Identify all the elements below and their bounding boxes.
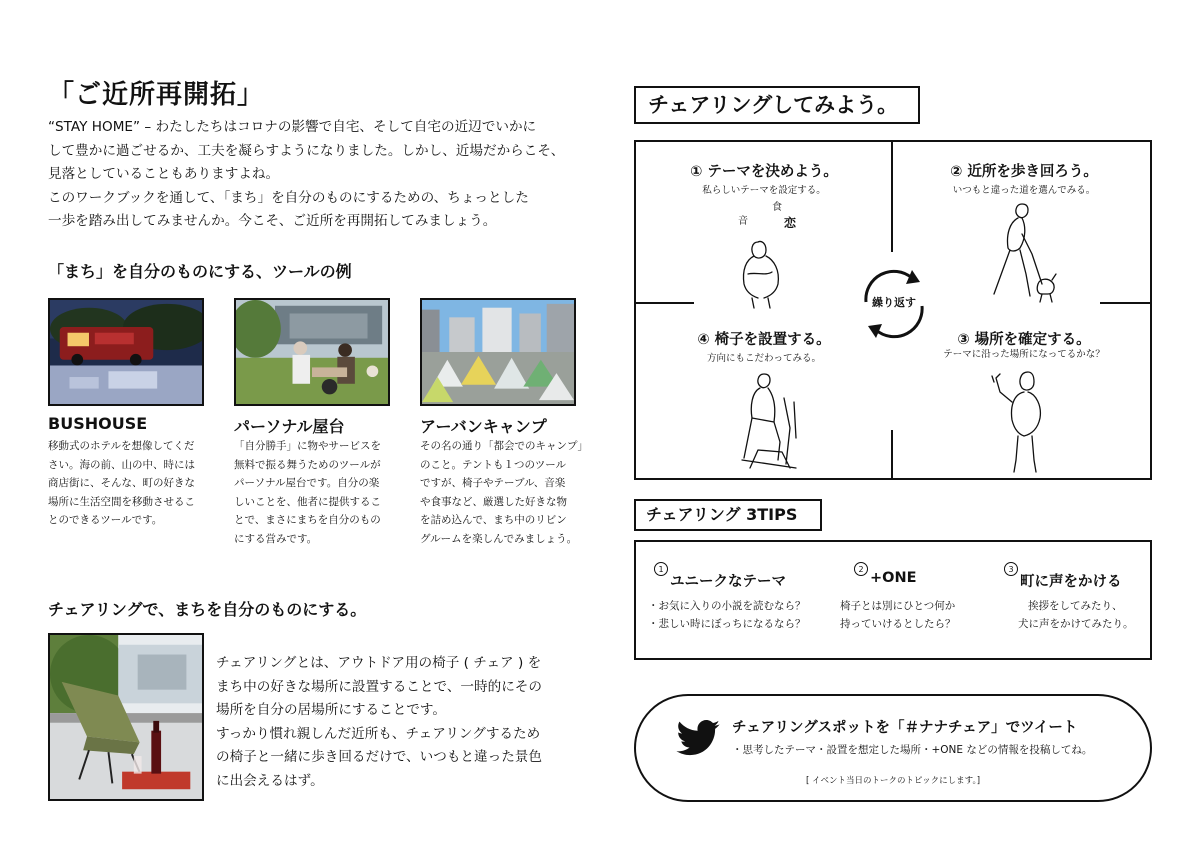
chairing-heading: チェアリングで、まちを自分のものにする。 — [48, 600, 367, 619]
tips-box — [634, 540, 1152, 660]
step-2-sub: いつもと違った道を選んでみる。 — [952, 185, 1096, 196]
step-3-sub: テーマに沿った場所になってるかな？ — [943, 349, 1105, 360]
tool-name: BUSHOUSE — [48, 414, 148, 433]
step-3-title: ③ 場所を確定する。 — [957, 332, 1091, 348]
desc-line: 移動式のホテルを想像してくだ — [48, 440, 195, 452]
tips-heading: チェアリング 3TIPS — [634, 499, 822, 531]
desc-line: とで、まさにまちを自分のもの — [234, 514, 381, 526]
desc-line: パーソナル屋台です。自分の楽 — [234, 477, 380, 489]
tip-line: 椅子とは別にひとつ何か — [840, 600, 956, 612]
theme-word: 音 — [738, 216, 748, 227]
tweet-box — [634, 694, 1152, 802]
tool-name: パーソナル屋台 — [234, 417, 345, 436]
desc-line: 「自分勝手」に物やサービスを — [234, 440, 381, 452]
desc-line: や食事など、厳選した好きな物 — [420, 495, 567, 508]
step-4-title: ④ 椅子を設置する。 — [697, 332, 831, 348]
chairing-description — [216, 652, 542, 793]
intro-line: 一歩を踏み出してみませんか。今こそ、ご近所を再開拓してみましょう。 — [48, 213, 497, 229]
tip-line: 持っていけるとしたら？ — [840, 618, 956, 630]
tweet-subtext: ・思考したテーマ・設置を想定した場所・+ONE などの情報を投稿してね。 — [732, 744, 1093, 756]
text-line: 場所を自分の居場所にすることです。 — [216, 702, 447, 718]
tip-number: 2 — [854, 562, 868, 576]
intro-line: して豊かに過ごせるか、工夫を凝らすようになりました。しかし、近場だからこそ、 — [48, 142, 565, 159]
desc-line: ですが、椅子やテーブル、音楽 — [420, 477, 566, 489]
tip-title: 町に声をかける — [1020, 574, 1122, 590]
desc-line: 無料で振る舞うためのツールが — [234, 458, 381, 471]
desc-line: グルームを楽しんでみましょう。 — [420, 532, 578, 545]
tip-line: ・お気に入りの小説を読むなら？ — [648, 600, 806, 612]
page-title: 「ご近所再開拓」 — [48, 80, 265, 110]
tip-number: 1 — [654, 562, 668, 576]
repeat-label: 繰り返す — [872, 296, 916, 309]
tip-number: 3 — [1004, 562, 1018, 576]
tip-title: ユニークなテーマ — [670, 574, 786, 590]
urban-camp-photo — [420, 298, 576, 406]
desc-line: 場所に生活空間を移動させるこ — [48, 495, 195, 508]
tool-description — [48, 437, 210, 530]
tool-description — [420, 437, 588, 548]
bushouse-photo — [48, 298, 204, 406]
desc-line: にする営みです。 — [234, 532, 318, 545]
intro-line: このワークブックを通して、「まち」を自分のものにするための、ちょっとした — [48, 189, 529, 206]
text-line: の椅子と一緒に歩き回るだけで、いつもと違った景色 — [216, 749, 542, 765]
intro-line: “STAY HOME” – わたしたちはコロナの影響で自宅、そして自宅の近辺でいかに — [48, 119, 537, 135]
step-4-sub: 方向にもこだわってみる。 — [707, 353, 821, 364]
desc-line: しいことを、他者に提供するこ — [234, 495, 381, 508]
walking-person-icon — [986, 198, 1066, 308]
try-chairing-heading: チェアリングしてみよう。 — [634, 86, 920, 124]
desc-line: さい。海の前、山の中、時には — [48, 458, 195, 471]
desc-line: とのできるツールです。 — [48, 514, 163, 526]
theme-word: 恋 — [784, 216, 797, 230]
thinking-person-icon — [732, 228, 792, 310]
step-2-title: ② 近所を歩き回ろう。 — [950, 164, 1098, 180]
sitting-person-icon — [734, 368, 804, 474]
tip-line: 挨拶をしてみたり、 — [1028, 600, 1123, 612]
desc-line: 商店街に、そんな、町の好きな — [48, 477, 195, 489]
desc-line: その名の通り「都会でのキャンプ」 — [420, 440, 588, 452]
tools-heading: 「まち」を自分のものにする、ツールの例 — [48, 262, 352, 281]
tweet-title: チェアリングスポットを「＃ナナチェア」でツイート — [732, 720, 1078, 736]
text-line: チェアリングとは、アウトドア用の椅子 ( チェア ) を — [216, 655, 542, 671]
chairing-photo — [48, 633, 204, 801]
tool-description — [234, 437, 396, 548]
theme-word: 食 — [772, 202, 782, 213]
tip-line: 犬に声をかけてみたり。 — [1018, 618, 1134, 630]
desc-line: のこと。テントも１つのツール — [420, 458, 567, 471]
step-1-sub: 私らしいテーマを設定する。 — [702, 185, 826, 196]
text-line: まち中の好きな場所に設置することで、一時的にその — [216, 678, 542, 695]
intro-text — [48, 116, 588, 234]
text-line: に出会えるはず。 — [216, 772, 324, 789]
tweet-note: [ イベント当日のトークのトピックにします。] — [805, 776, 981, 786]
intro-line: 見落としていることもありますよね。 — [48, 166, 280, 182]
twitter-bird-icon — [676, 720, 720, 756]
desc-line: を詰め込んで、まち中のリビン — [420, 514, 567, 526]
steps-diagram — [634, 140, 1152, 480]
pointing-person-icon — [988, 364, 1058, 474]
tip-title: +ONE — [870, 570, 917, 586]
step-1-title: ① テーマを決めよう。 — [690, 164, 838, 180]
tip-line: ・悲しい時にぼっちになるなら？ — [648, 618, 806, 630]
text-line: すっかり慣れ親しんだ近所も、チェアリングするため — [216, 725, 541, 742]
tool-name: アーバンキャンプ — [420, 417, 547, 436]
personal-yatai-photo — [234, 298, 390, 406]
